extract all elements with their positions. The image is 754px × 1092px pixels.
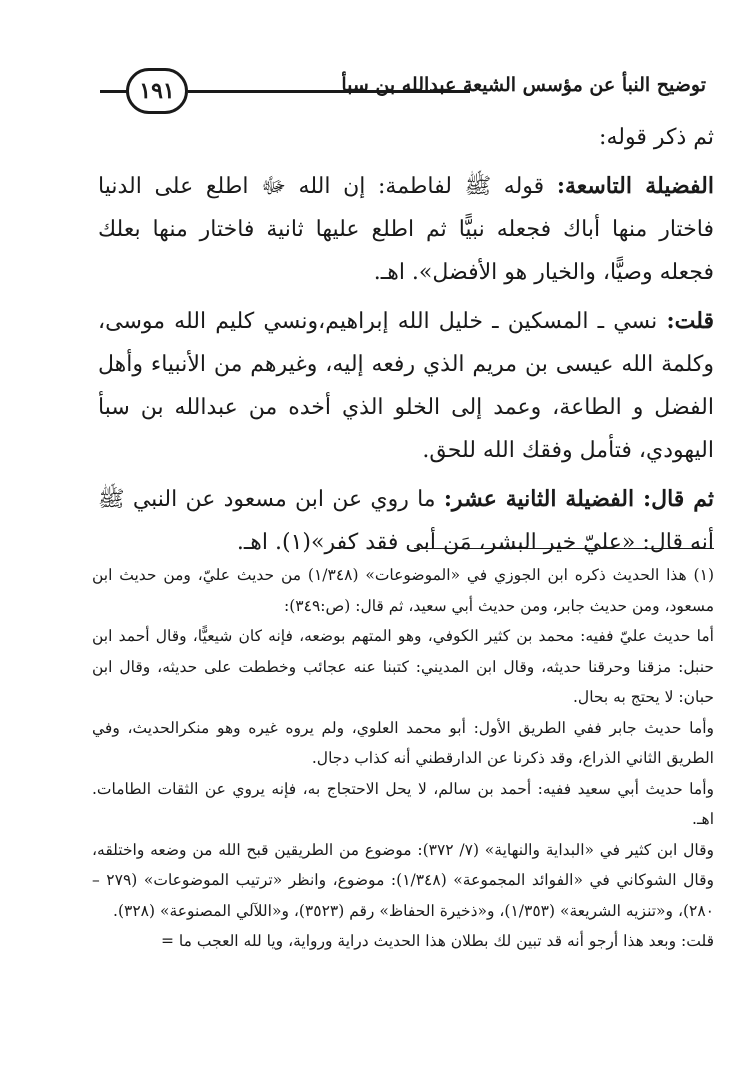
virtue-nine-text: قوله ﷺ لفاطمة: إن الله ﷻ اطلع على الدنيا فاختار منها أباك فجعله نبيًّا ثم اطلع عليها ثانية فاختار منها بعلك فجعله وصيًّا، والخيار هو الأفضل». اهـ. bbox=[98, 174, 714, 285]
footnotes bbox=[92, 560, 714, 957]
footnote-separator bbox=[414, 548, 714, 549]
intro-line: ثم ذكر قوله: bbox=[599, 125, 714, 150]
footnote-paragraph: وأما حديث جابر ففي الطريق الأول: أبو محمد العلوي، ولم يروه غيره وهو منكرالحديث، وفي الطريق الثاني الذراع، وقد ذكرنا عن الدارقطني أنه كذاب دجال. bbox=[92, 718, 714, 767]
header-rule-tail bbox=[100, 90, 128, 93]
footnote-paragraph: أما حديث عليّ ففيه: محمد بن كثير الكوفي، وهو المتهم بوضعه، فإنه كان شيعيًّا، وقال أحمد ابن حنبل: مزقنا وحرقنا حديثه، وقال ابن المديني: كتبنا عنه عجائب وخططت على حديثه، وقال ابن حبان: لا يحتج به بحال. bbox=[92, 627, 714, 706]
footnote-paragraph: قلت: وبعد هذا أرجو أنه قد تبين لك بطلان هذا الحديث دراية ورواية، ويا لله العجب ما = bbox=[161, 932, 714, 950]
virtue-nine-paragraph bbox=[98, 165, 714, 294]
comment-paragraph bbox=[98, 300, 714, 472]
footnote-paragraph: وأما حديث أبي سعيد ففيه: أحمد بن سالم، لا يحل الاحتجاج به، فإنه يروي عن الثقات الطامات. اهـ. bbox=[92, 779, 714, 828]
comment-heading: قلت: bbox=[666, 308, 714, 334]
main-text bbox=[98, 116, 714, 564]
header-title: توضيح النبأ عن مؤسس الشيعة عبدالله بن سبأ bbox=[341, 74, 706, 96]
virtue-twelve-text: ما روي عن ابن مسعود عن النبي ﷺ أنه قال: «عليّ خير البشر، مَن أبى فقد كفر»(١). اهـ. bbox=[98, 487, 714, 555]
virtue-twelve-heading: ثم قال: الفضيلة الثانية عشر: bbox=[443, 486, 714, 512]
comment-text: نسي ـ المسكين ـ خليل الله إبراهيم،ونسي كليم الله موسى، وكلمة الله عيسى بن مريم الذي رفعه إليه، وغيرهم من الأنبياء وأهل الفضل و الطاعة، وعمد إلى الخلو الذي أخده من عبدالله بن سبأ اليهودي، فتأمل وفقك الله للحق. bbox=[98, 309, 714, 463]
page-number: ١٩١ bbox=[126, 68, 188, 114]
virtue-twelve-paragraph bbox=[98, 478, 714, 564]
virtue-nine-heading: الفضيلة التاسعة: bbox=[556, 173, 714, 199]
footnote-paragraph: وقال ابن كثير في «البداية والنهاية» (٧/ ٣٧٢): موضوع من الطريقين قبح الله من وضعه واختلقه، وقال الشوكاني في «الفوائد المجموعة» (١/٣٤٨): موضوع، وانظر «ترتيب الموضوعات» (٢٧٩ – ٢٨٠)، و«تنزيه الشريعة» (١/٣٥٣)، و«ذخيرة الحفاظ» رقم (٣٥٢٣)، و«اللآلي المصنوعة» (٣٢٨). bbox=[92, 840, 714, 920]
header-rule bbox=[188, 90, 470, 93]
footnote-paragraph: (١) هذا الحديث ذكره ابن الجوزي في «الموضوعات» (١/٣٤٨) من حديث عليّ، ومن حديث ابن مسعود، ومن حديث جابر، ومن حديث أبي سعيد، ثم قال: (ص:٣٤٩): bbox=[92, 566, 714, 615]
running-header bbox=[100, 60, 706, 120]
